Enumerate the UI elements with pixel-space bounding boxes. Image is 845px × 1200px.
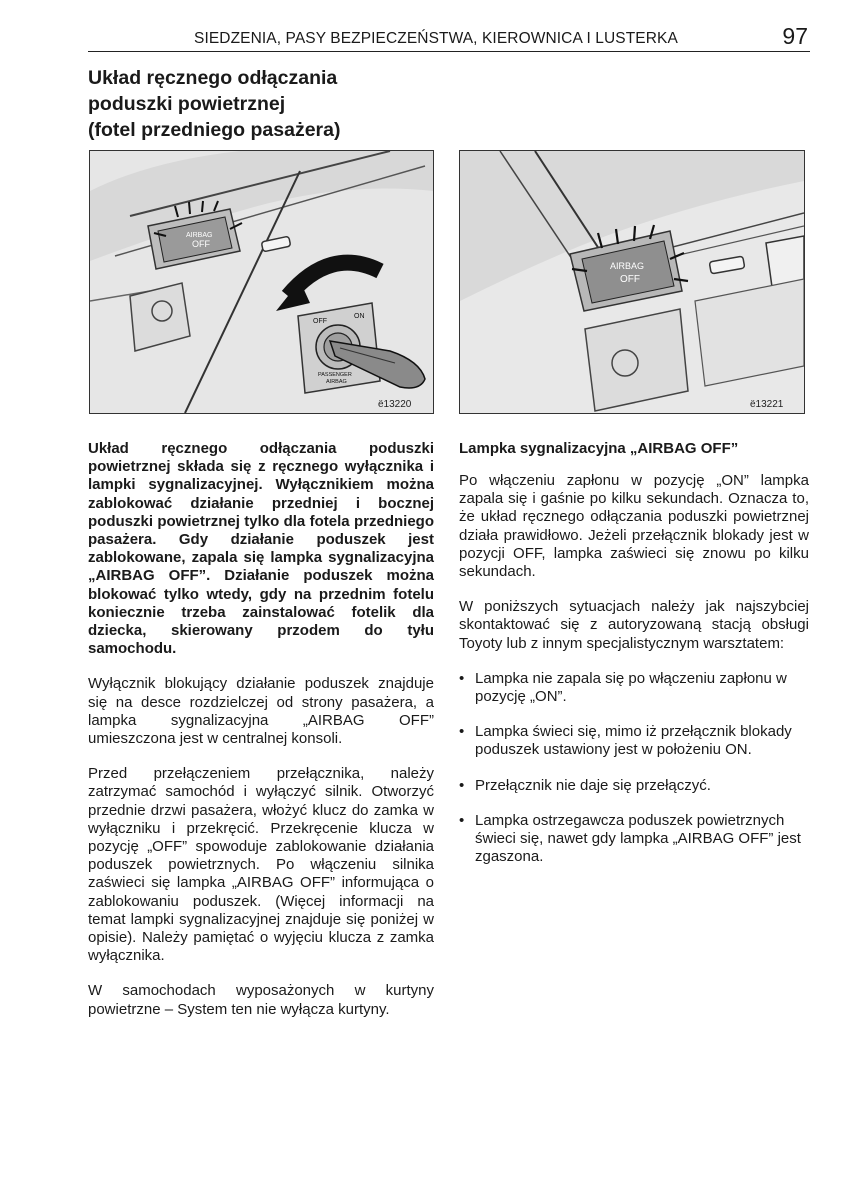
body-paragraph: W samochodach wyposażonych w kurtyny powietrzne – System ten nie wyłącza kurtyny. — [88, 982, 434, 1018]
figure-id: ё13221 — [750, 399, 784, 410]
airbag-switch-illustration — [90, 151, 433, 413]
page-number: 97 — [782, 23, 808, 49]
airbag-indicator-illustration — [460, 151, 804, 413]
indicator-label: AIRBAG — [186, 232, 213, 239]
body-paragraph: Po włączeniu zapłonu w pozycję „ON” lampka zapala się i gaśnie po kilku sekundach. Oznacza to, że układ ręcznego odłączania poduszki powietrznej działa prawidłowo. Jeżeli przełącznik blokady jest w pozycji OFF, lampka zaświeci się znowu po kilku sekundach. — [459, 472, 809, 581]
switch-caption: AIRBAG — [326, 379, 347, 385]
body-paragraph: Przed przełączeniem przełącznika, należy zatrzymać samochód i wyłączyć silnik. Otworzyć przednie drzwi pasażera, włożyć klucz do zamka w wyłączniku i przekręcić. Przekręcenie klucza w pozycję „OFF” spowoduje zablokowanie działania poduszek powietrznych. Po włączeniu silnika zaświeci się lampka „AIRBAG OFF” informująca o zablokowaniu poduszek. (Więcej informacji na temat lampki sygnalizacyjnej znajduje się poniżej w opisie). Należy pamiętać o wyjęciu klucza z zamka wyłącznika. — [88, 765, 434, 965]
list-item: • Lampka nie zapala się po włączeniu zapłonu w pozycję „ON”. — [459, 670, 809, 706]
title-line: poduszki powietrznej — [88, 93, 286, 115]
section-title: SIEDZENIA, PASY BEZPIECZEŃSTWA, KIEROWNICA I LUSTERKA — [194, 30, 678, 47]
body-paragraph: W poniższych sytuacjach należy jak najszybciej skontaktować się z autoryzowaną stacją obsługi Toyoty lub z innym specjalistycznym warsztatem: — [459, 598, 809, 652]
header-divider — [88, 51, 810, 53]
intro-paragraph: Układ ręcznego odłączania poduszki powietrznej składa się z ręcznego wyłącznika i lampki sygnalizacyjnej. Wyłącznikiem można zablokować działanie przedniej i bocznej poduszki powietrznej tylko dla fotela przedniego pasażera. Gdy działanie poduszek jest zablokowane, zapala się lampka sygnalizacyjna „AIRBAG OFF”. Działanie poduszek można blokować tylko wtedy, gdy na przednim fotelu koniecznie trzeba zainstalować fotelik dla dziecka, skierowany przodem do tyłu samochodu. — [88, 440, 434, 658]
list-item: • Przełącznik nie daje się przełączyć. — [459, 777, 809, 795]
figure-airbag-switch — [89, 150, 434, 414]
figure-airbag-off-indicator — [459, 150, 805, 414]
figure-id: ё13220 — [378, 399, 412, 410]
indicator-label: OFF — [192, 239, 210, 249]
switch-off-label: OFF — [313, 318, 327, 325]
section-heading: Lampka sygnalizacyjna „AIRBAG OFF” — [459, 440, 739, 457]
title-line: Układ ręcznego odłączania — [88, 67, 338, 89]
bullet-list — [459, 670, 809, 867]
list-item: • Lampka ostrzegawcza poduszek powietrznych świeci się, nawet gdy lampka „AIRBAG OFF” jest zgaszona. — [459, 812, 809, 867]
switch-caption: PASSENGER — [318, 372, 352, 378]
indicator-label: OFF — [620, 274, 640, 285]
page-title — [88, 65, 428, 143]
title-line: (fotel przedniego pasażera) — [88, 119, 341, 141]
list-item: • Lampka świeci się, mimo iż przełącznik blokady poduszek ustawiony jest w położeniu ON. — [459, 723, 809, 759]
page-header — [88, 22, 810, 52]
body-paragraph: Wyłącznik blokujący działanie poduszek znajduje się na desce rozdzielczej od strony pasażera, a lampka sygnalizacyjna „AIRBAG OFF” umieszczona jest w centralnej konsoli. — [88, 675, 434, 748]
right-column — [459, 440, 809, 883]
left-column — [88, 440, 434, 1036]
switch-on-label: ON — [354, 313, 365, 320]
indicator-label: AIRBAG — [610, 261, 645, 271]
